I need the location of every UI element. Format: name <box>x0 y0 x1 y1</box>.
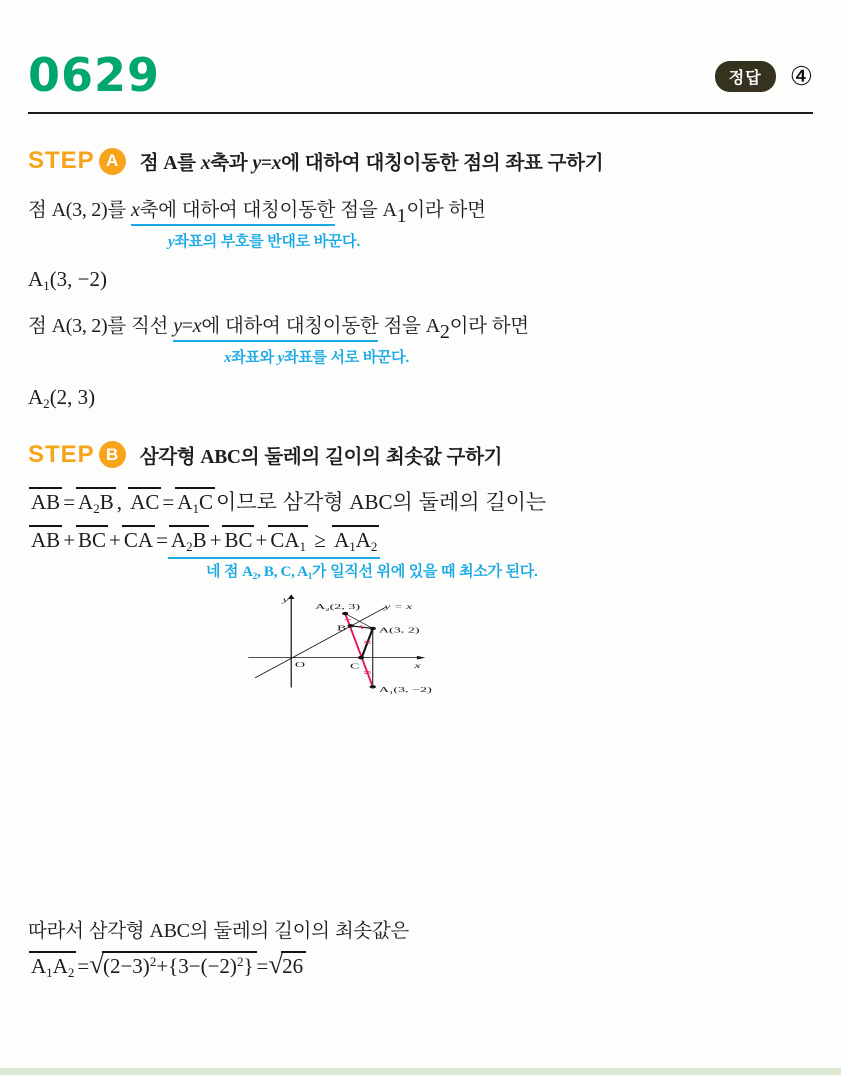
answer-choice: ④ <box>789 61 813 91</box>
header-right <box>715 61 813 98</box>
step-a-title: 점 A를 x축과 y=x에 대하여 대칭이동한 점의 좌표 구하기 <box>139 152 604 174</box>
step-b-equation-2: AB + BC + CA = $A_2B$ + BC + $CA_1 \ge A_1A_2$ <box>28 525 813 555</box>
header <box>28 44 813 102</box>
x-axis-arrow-icon <box>417 656 426 660</box>
step-b-equation-1: AB = $A_2B$ , AC = $A_1C$ 이므로 삼각형 ABC의 둘레의 길이는 <box>28 486 813 517</box>
step-a-heading <box>28 144 813 178</box>
point-a2-label: $A_2(2$, 3) <box>315 603 361 613</box>
origin-label: O <box>294 661 306 670</box>
tick-ac-1 <box>364 641 371 642</box>
tick-ca1-2 <box>364 673 371 674</box>
point-c <box>358 656 364 659</box>
step-a-letter-icon: A <box>99 148 126 175</box>
tick-ca1-1 <box>364 671 371 672</box>
point-b-label: B <box>336 624 347 633</box>
x-axis-label: x <box>414 662 421 671</box>
point-b <box>347 624 353 627</box>
tick-a2b <box>345 620 352 621</box>
step-a-word: STEP <box>28 147 95 174</box>
point-a1-label: $A_1(3$, −2) <box>378 686 432 696</box>
point-a <box>370 627 376 630</box>
page-bottom-strip <box>0 1068 841 1075</box>
problem-number: 0629 <box>28 48 161 102</box>
step-a-note-1: y좌표의 부호를 반대로 바꾼다. <box>168 233 361 250</box>
point-a-label: A(3, 2) <box>378 626 420 635</box>
answer-badge: 정답 <box>715 61 776 92</box>
step-b-letter-icon: B <box>99 441 126 468</box>
point-a1 <box>370 685 376 688</box>
line-label: y = x <box>384 603 413 612</box>
tick-ba <box>361 626 362 630</box>
point-c-label: C <box>350 662 360 671</box>
step-b-word: STEP <box>28 440 95 468</box>
step-a-paragraph-1: 점 A(3, 2)를 x축에 대하여 대칭이동한 점을 A1이라 하면 <box>28 199 486 227</box>
step-a-note-2: x좌표와 y좌표를 서로 바꾼다. <box>224 348 410 366</box>
step-a-result-1: $A_1(3$, −2) <box>28 267 108 293</box>
header-divider <box>28 112 813 114</box>
step-a-result-2: $A_2(2$, 3) <box>28 384 96 411</box>
step-b-title: 삼각형 ABC의 둘레의 길이의 최솟값 구하기 <box>139 445 503 468</box>
step-a-paragraph-2: 점 A(3, 2)를 직선 y=x에 대하여 대칭이동한 점을 A2이라 하면 <box>28 314 529 343</box>
y-axis-arrow-icon <box>288 595 295 600</box>
conclusion-text: 따라서 삼각형 ABC의 둘레의 길이의 최솟값은 <box>28 920 409 943</box>
tick-ac-2 <box>364 643 371 644</box>
y-axis-label: y <box>282 596 289 605</box>
point-a2 <box>342 612 348 615</box>
step-b-note: 네 점 $A_2$, B, C, $A_1$가 일직선 위에 있을 때 최소가 된다. <box>206 563 538 583</box>
step-b-heading <box>28 438 813 472</box>
coordinate-diagram <box>233 592 613 897</box>
conclusion-formula: $A_1A_2 =√(2-3)^2+\{3-(-2)^2\} =√26$ <box>28 951 813 981</box>
